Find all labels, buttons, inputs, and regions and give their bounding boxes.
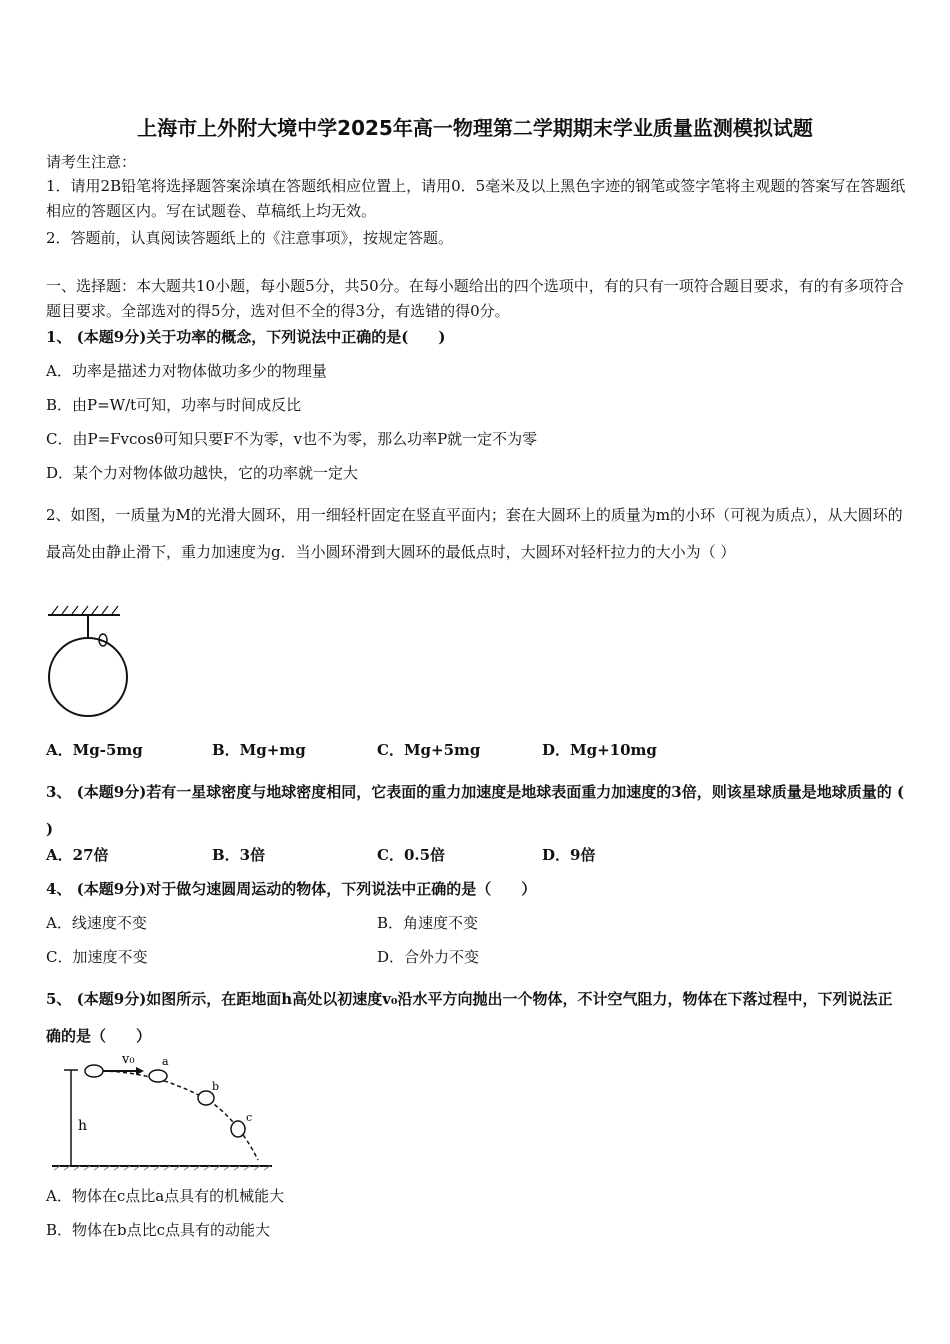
question-4-option-a: A．线速度不变 — [46, 914, 147, 932]
question-2-option-c: C．Mg+5mg — [377, 741, 481, 759]
question-2-stem: 2、如图，一质量为M的光滑大圆环，用一细轻杆固定在竖直平面内；套在大圆环上的质量为m的小环（可视为质点），从大圆环的最高处由静止滑下，重力加速度为g．当小圆环滑到大圆环的最低点时，大圆环对轻杆拉力的大小为（ ） — [46, 506, 903, 561]
question-3-option-b: B．3倍 — [212, 846, 266, 864]
notice-item-2: 2．答题前，认真阅读答题纸上的《注意事项》，按规定答题。 — [46, 229, 454, 247]
question-2-option-b: B．Mg+mg — [212, 741, 306, 759]
question-3-option-c: C．0.5倍 — [377, 846, 446, 864]
page-title: 上海市上外附大境中学2025年高一物理第二学期期末学业质量监测模拟试题 — [137, 116, 813, 140]
question-3-option-a: A．27倍 — [46, 846, 109, 864]
section-intro: 一、选择题：本大题共10小题，每小题5分，共50分。在每小题给出的四个选项中，有的只有一项符合题目要求，有的有多项符合题目要求。全部选对的得5分，选对但不全的得3分，有选错的得0分。 — [46, 277, 904, 320]
ring-on-rod-diagram — [44, 603, 134, 721]
question-1-option-b: B．由P=W/t可知，功率与时间成反比 — [46, 396, 302, 414]
question-5-option-a: A．物体在c点比a点具有的机械能大 — [46, 1187, 285, 1205]
question-5-stem: 5、 (本题9分)如图所示，在距地面h高处以初速度v₀沿水平方向抛出一个物体，不计空气阻力，物体在下落过程中，下列说法正确的是（ ） — [46, 990, 893, 1045]
initial-velocity-label: v₀ — [122, 1052, 135, 1067]
point-c-label: c — [246, 1111, 253, 1124]
question-4-option-d: D．合外力不变 — [377, 948, 480, 966]
point-a-label: a — [162, 1055, 169, 1068]
question-1-option-c: C．由P=Fvcosθ可知只要F不为零，v也不为零，那么功率P就一定不为零 — [46, 430, 538, 448]
height-label: h — [78, 1118, 88, 1134]
question-2-option-a: A．Mg-5mg — [46, 741, 143, 759]
question-4-option-b: B．角速度不变 — [377, 914, 479, 932]
question-1-option-a: A．功率是描述力对物体做功多少的物理量 — [46, 362, 327, 380]
notice-item-1: 1．请用2B铅笔将选择题答案涂填在答题纸相应位置上，请用0．5毫米及以上黑色字迹的钢笔或签字笔将主观题的答案写在答题纸相应的答题区内。写在试题卷、草稿纸上均无效。 — [46, 177, 906, 220]
question-3-option-d: D．9倍 — [542, 846, 596, 864]
question-2-option-d: D．Mg+10mg — [542, 741, 657, 759]
point-b-label: b — [212, 1080, 220, 1093]
question-1-stem: 1、 (本题9分)关于功率的概念，下列说法中正确的是( ) — [46, 328, 446, 346]
notice-heading: 请考生注意： — [46, 153, 137, 171]
question-5-option-b: B．物体在b点比c点具有的动能大 — [46, 1221, 271, 1239]
projectile-diagram — [48, 1050, 278, 1174]
question-3-stem: 3、 (本题9分)若有一星球密度与地球密度相同，它表面的重力加速度是地球表面重力加速度的3倍，则该星球质量是地球质量的 ( ) — [46, 783, 925, 838]
question-1-option-d: D．某个力对物体做功越快，它的功率就一定大 — [46, 464, 359, 482]
question-4-stem: 4、 (本题9分)对于做匀速圆周运动的物体，下列说法中正确的是（ ） — [46, 880, 537, 898]
question-4-option-c: C．加速度不变 — [46, 948, 148, 966]
